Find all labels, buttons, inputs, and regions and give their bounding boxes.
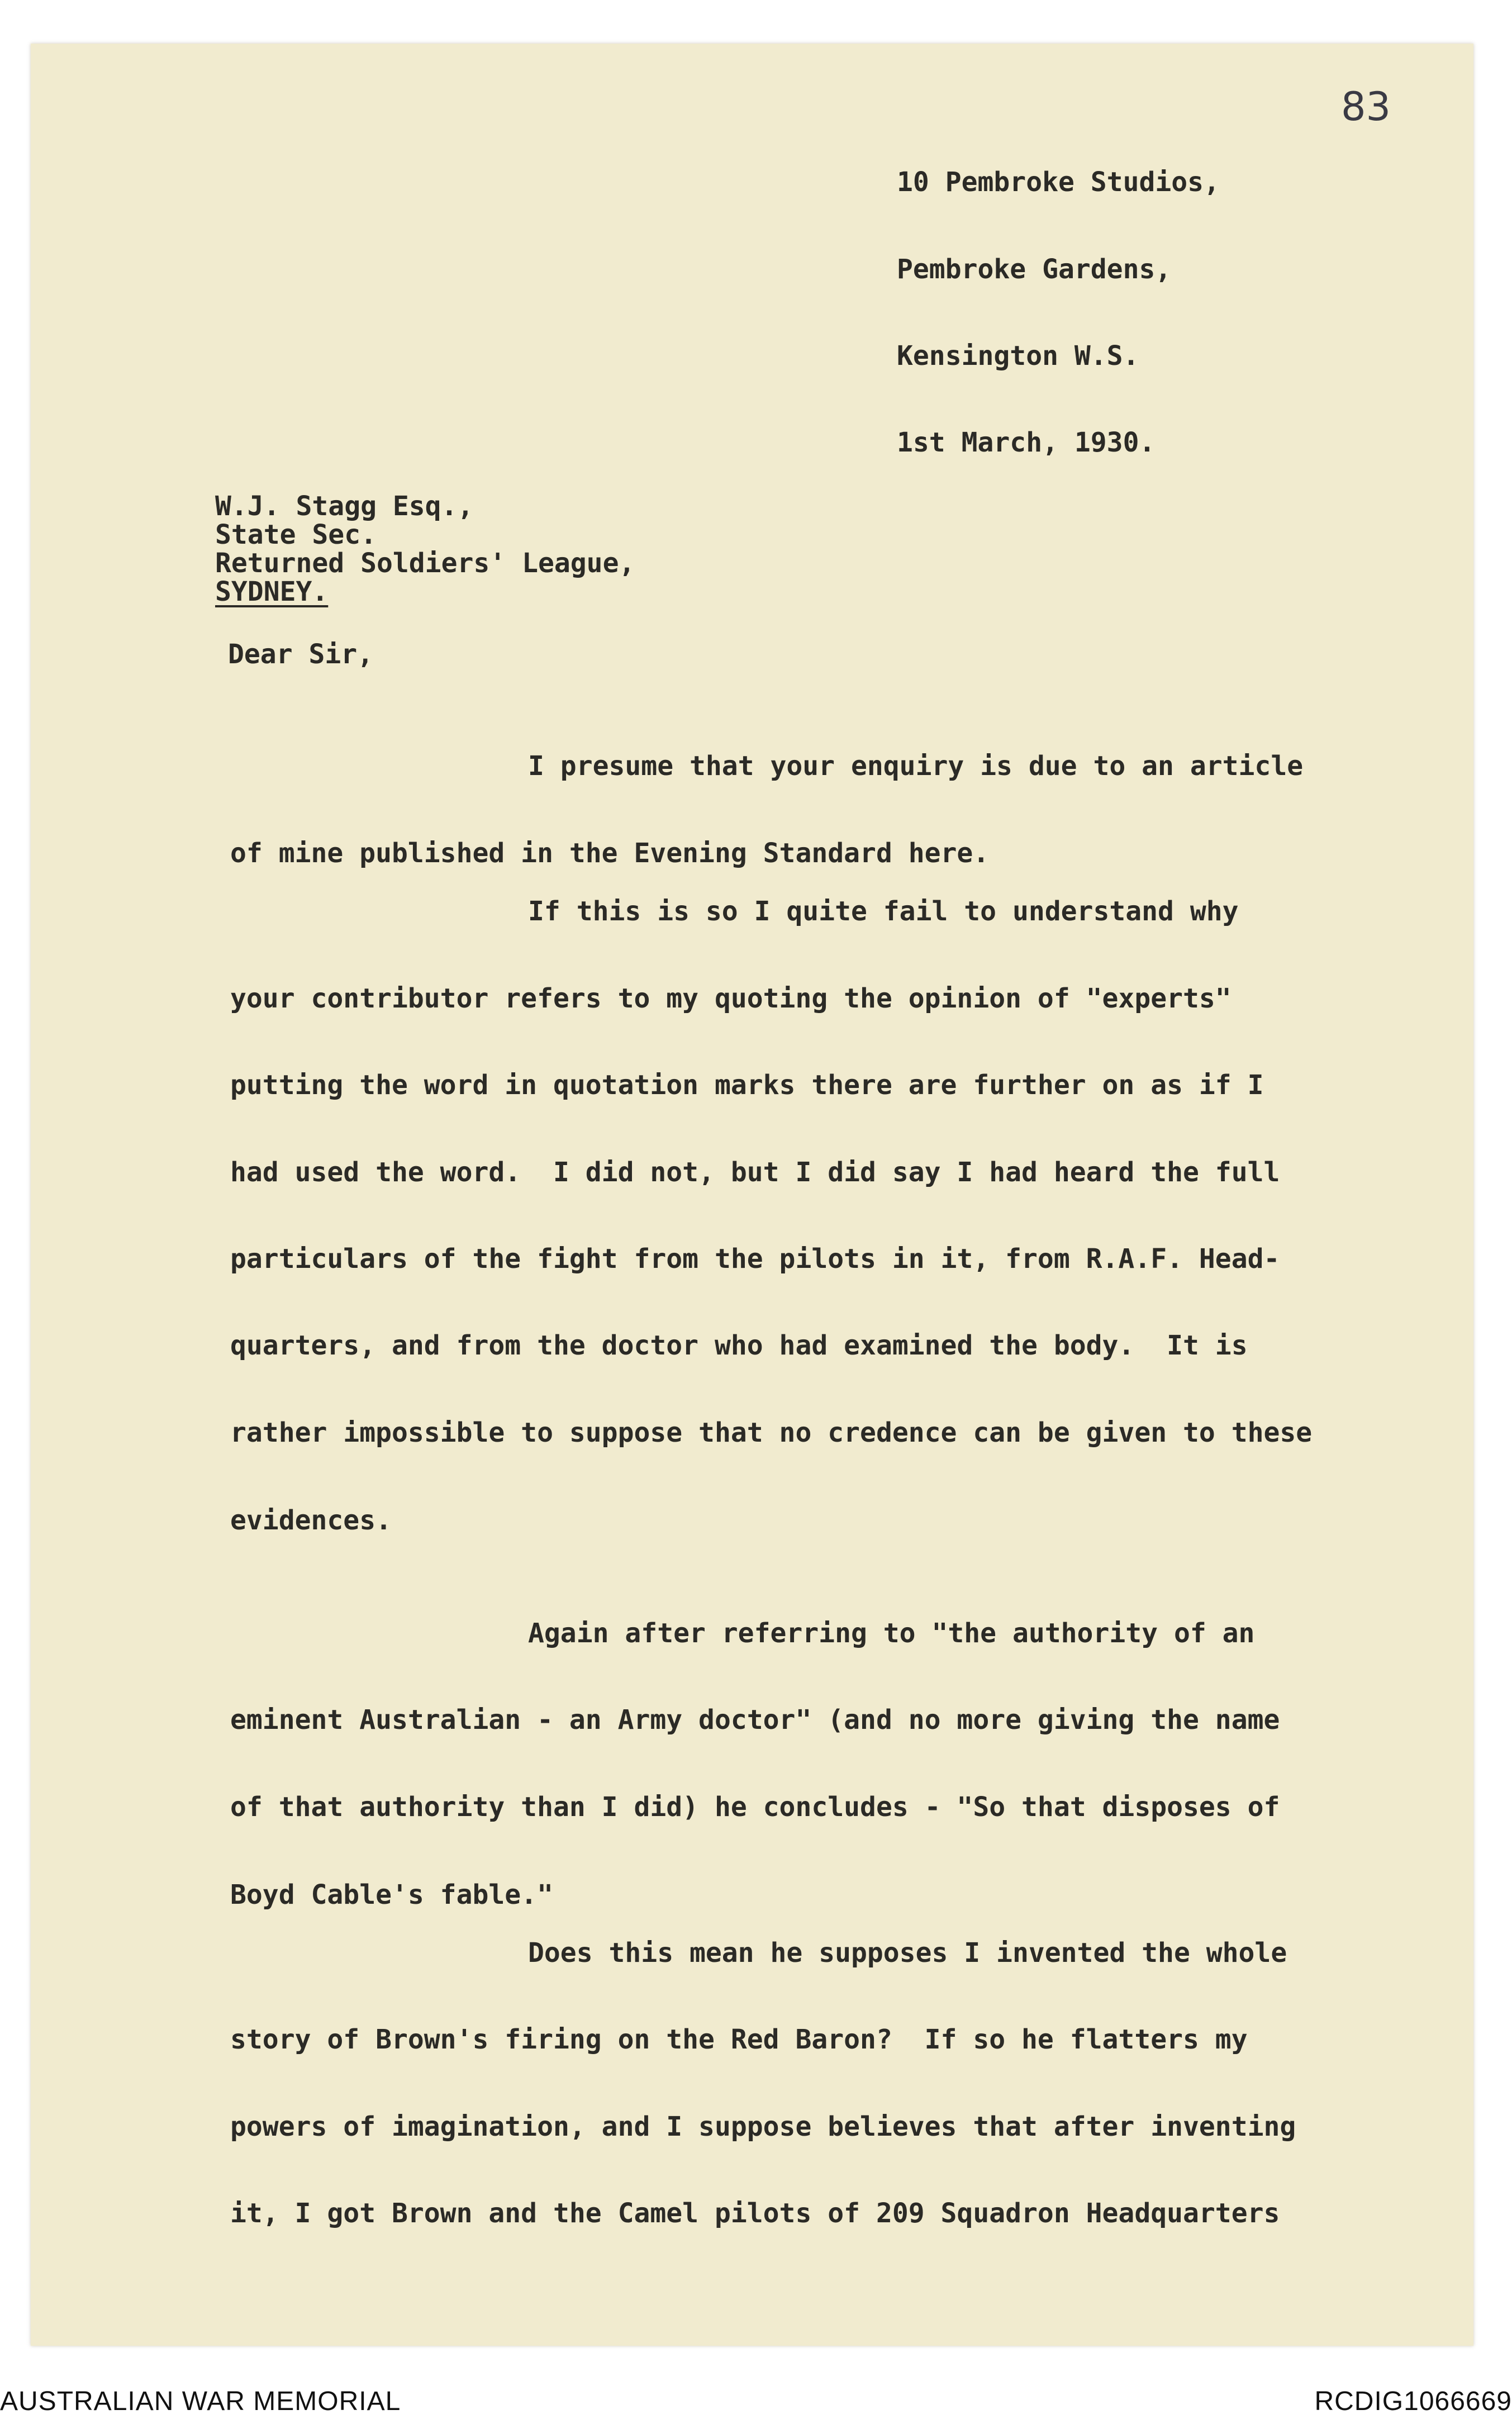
letter-page xyxy=(31,44,1473,2346)
body-line: of mine published in the Evening Standard here. xyxy=(230,838,990,869)
body-line: putting the word in quotation marks there are further on as if I xyxy=(230,1070,1264,1101)
recipient-title: State Sec. xyxy=(215,519,377,550)
body-line: quarters, and from the doctor who had examined the body. It is xyxy=(230,1330,1248,1361)
archive-reference-id: RCDIG1066669 xyxy=(1314,2387,1512,2416)
body-line: Again after referring to "the authority of an xyxy=(528,1618,1255,1649)
body-line: If this is so I quite fail to understand why xyxy=(528,896,1239,927)
body-line: had used the word. I did not, but I did say I had heard the full xyxy=(230,1157,1280,1188)
body-line: I presume that your enquiry is due to an article xyxy=(528,750,1304,782)
body-line: your contributor refers to my quoting the opinion of "experts" xyxy=(230,983,1232,1014)
recipient-name: W.J. Stagg Esq., xyxy=(215,491,474,522)
body-line: evidences. xyxy=(230,1505,392,1536)
sender-address-line: Kensington W.S. xyxy=(897,340,1139,372)
body-line: eminent Australian - an Army doctor" (and no more giving the name xyxy=(230,1704,1280,1736)
page-number: 83 xyxy=(1341,84,1391,130)
body-line: particulars of the fight from the pilots in it, from R.A.F. Head- xyxy=(230,1243,1280,1275)
sender-address-line: 10 Pembroke Studios, xyxy=(897,167,1220,198)
sender-address-line: Pembroke Gardens, xyxy=(897,254,1172,285)
body-line: Boyd Cable's fable." xyxy=(230,1879,553,1910)
body-line: it, I got Brown and the Camel pilots of 209 Squadron Headquarters xyxy=(230,2198,1280,2229)
body-line: powers of imagination, and I suppose believes that after inventing xyxy=(230,2111,1296,2142)
archive-credit: AUSTRALIAN WAR MEMORIAL xyxy=(0,2387,401,2416)
recipient-city: SYDNEY. xyxy=(215,576,329,607)
body-line: Does this mean he supposes I invented the whole xyxy=(528,1937,1287,1969)
salutation: Dear Sir, xyxy=(228,639,374,670)
body-line: rather impossible to suppose that no credence can be given to these xyxy=(230,1417,1313,1448)
body-line: of that authority than I did) he concludes - "So that disposes of xyxy=(230,1791,1280,1823)
letter-date: 1st March, 1930. xyxy=(897,427,1156,458)
body-line: story of Brown's firing on the Red Baron? If so he flatters my xyxy=(230,2024,1248,2055)
recipient-organisation: Returned Soldiers' League, xyxy=(215,548,635,579)
